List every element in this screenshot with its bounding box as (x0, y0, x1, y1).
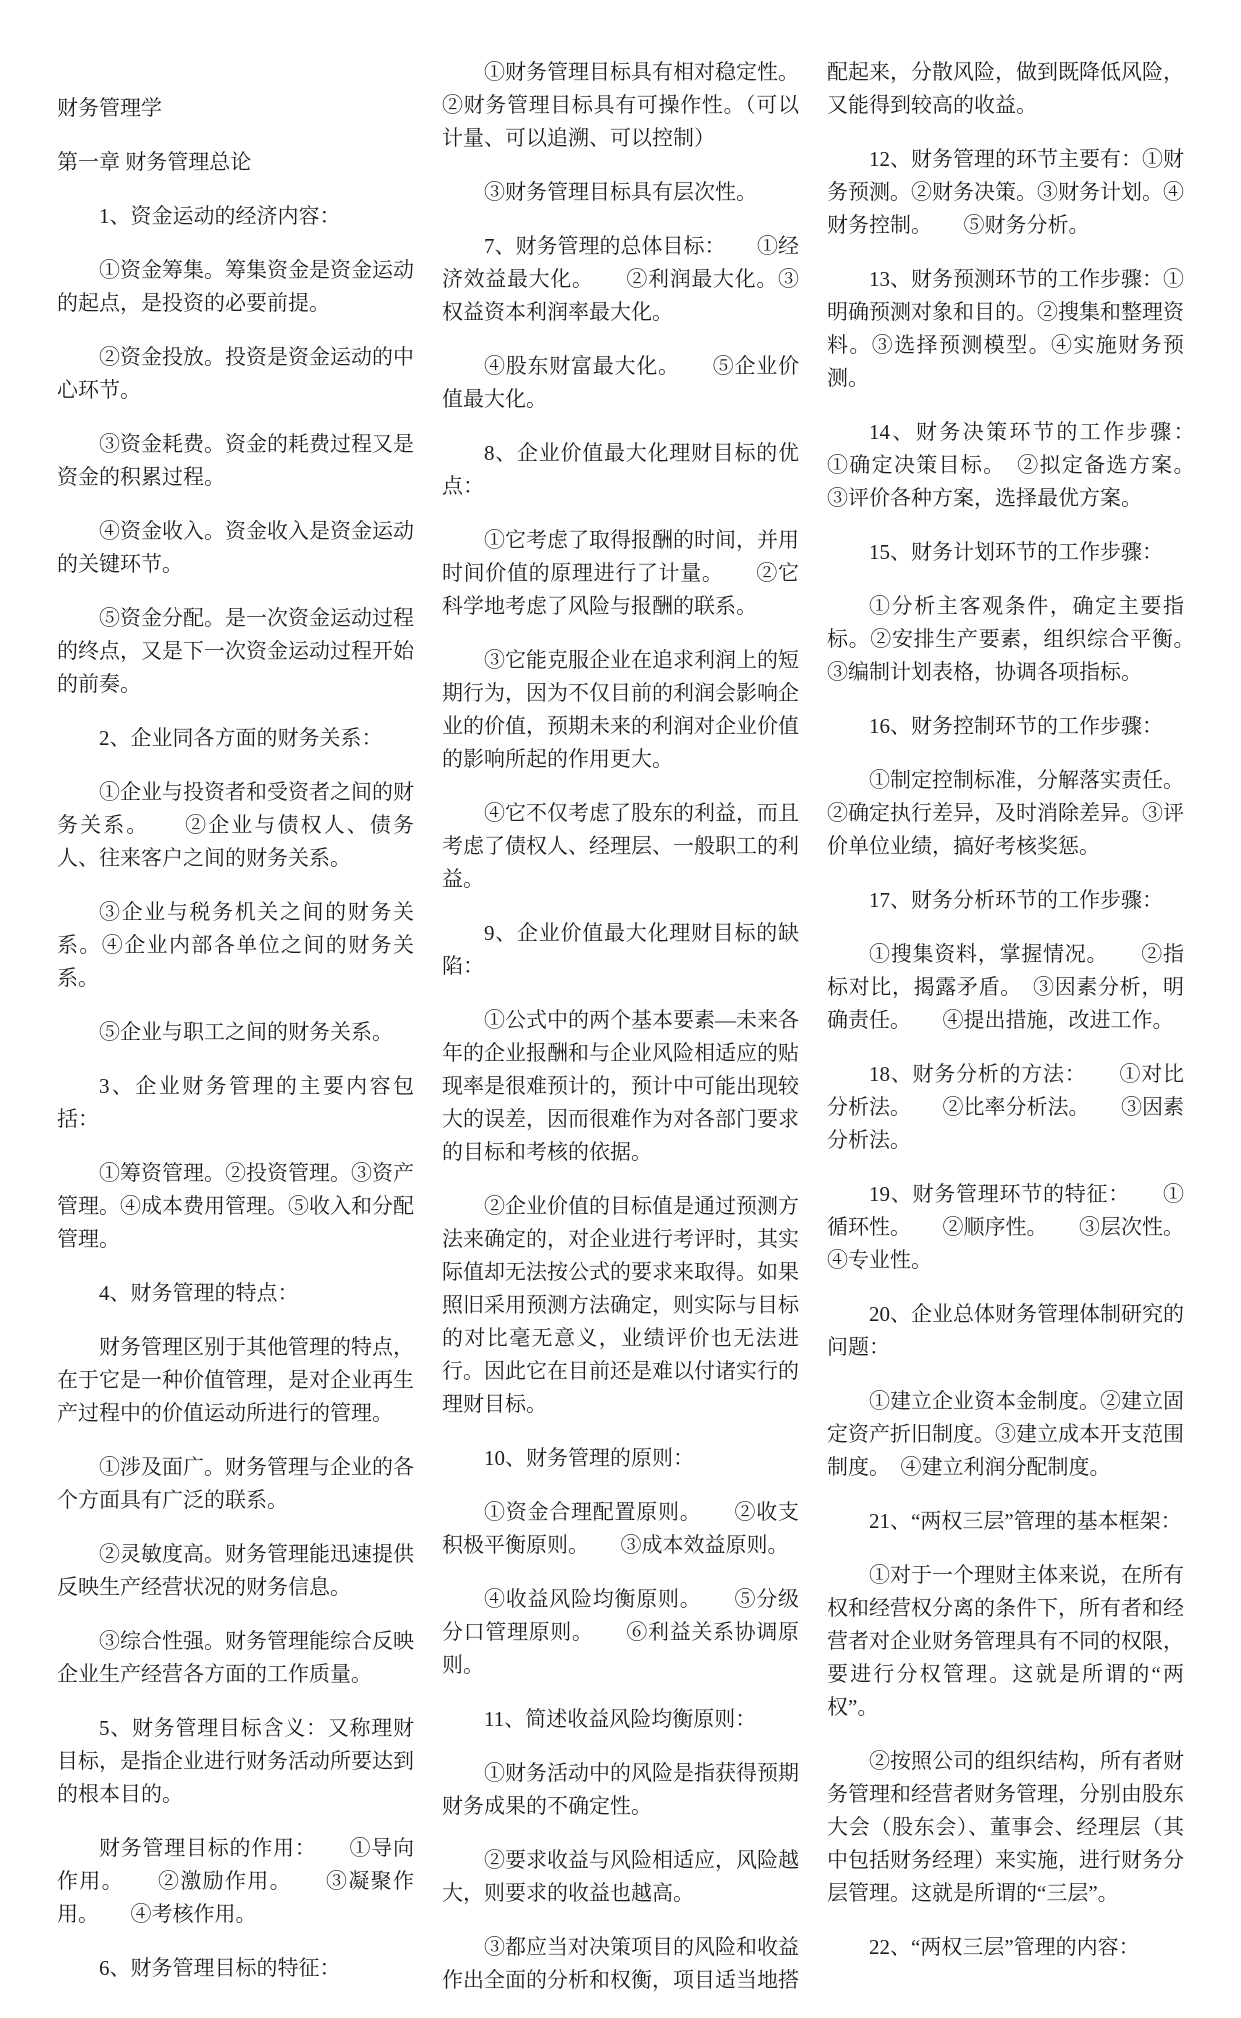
paragraph: ①财务管理目标具有相对稳定性。②财务管理目标具有可操作性。（可以计量、可以追溯、可以控制） (442, 60, 799, 150)
paragraph: ④收益风险均衡原则。 ⑤分级分口管理原则。 ⑥利益关系协调原则。 (442, 1587, 799, 1677)
doc-title: 财务管理学 (57, 96, 162, 120)
paragraph: ②资金投放。投资是资金运动的中心环节。 (57, 345, 414, 402)
paragraph: ①搜集资料，掌握情况。 ②指标对比，揭露矛盾。 ③因素分析，明确责任。 ④提出措施，改进工作。 (827, 942, 1184, 1032)
paragraph: ③它能克服企业在追求利润上的短期行为，因为不仅目前的利润会影响企业的价值，预期未来的利润对企业价值的影响所起的作用更大。 (442, 648, 799, 771)
paragraph: ③企业与税务机关之间的财务关系。④企业内部各单位之间的财务关系。 (57, 900, 414, 990)
paragraph: ①分析主客观条件，确定主要指标。②安排生产要素，组织综合平衡。 ③编制计划表格，协调各项指标。 (827, 594, 1226, 684)
paragraph: ⑤企业与职工之间的财务关系。 (99, 1020, 393, 1044)
column-1 (57, 56, 414, 2006)
paragraph: 18、财务分析的方法： ①对比分析法。 ②比率分析法。 ③因素分析法。 (827, 1062, 1184, 1152)
paragraph: 19、财务管理环节的特征： ①循环性。 ②顺序性。 ③层次性。④专业性。 (827, 1182, 1184, 1272)
paragraph: ④资金收入。资金收入是资金运动的关键环节。 (57, 519, 414, 576)
paragraph-continuation: 配起来，分散风险，做到既降低风险，又能得到较高的收益。 (827, 60, 1184, 117)
paragraph: 8、企业价值最大化理财目标的优点： (442, 441, 799, 498)
column-3 (827, 56, 1226, 1985)
paragraph: ①资金合理配置原则。 ②收支积极平衡原则。 ③成本效益原则。 (442, 1500, 799, 1557)
paragraph: 2、企业同各方面的财务关系： (99, 726, 383, 750)
paragraph: 4、财务管理的特点： (99, 1281, 299, 1305)
paragraph: 7、财务管理的总体目标： ①经济效益最大化。 ②利润最大化。③权益资本利润率最大化。 (442, 234, 799, 324)
paragraph: ②企业价值的目标值是通过预测方法来确定的，对企业进行考评时，其实际值却无法按公式的要求来取得。如果照旧采用预测方法确定，则实际与目标的对比毫无意义，业绩评价也无法进行。因此它在目前还是难以付诸实行的理财目标。 (442, 1194, 799, 1416)
paragraph: 17、财务分析环节的工作步骤： (869, 888, 1163, 912)
paragraph: ①它考虑了取得报酬的时间，并用时间价值的原理进行了计量。 ②它科学地考虑了风险与报酬的联系。 (442, 528, 799, 618)
chapter-heading: 第一章 财务管理总论 (57, 150, 252, 174)
paragraph: ①资金筹集。筹集资金是资金运动的起点，是投资的必要前提。 (57, 258, 414, 315)
paragraph: ③综合性强。财务管理能综合反映企业生产经营各方面的工作质量。 (57, 1629, 414, 1686)
paragraph: ②灵敏度高。财务管理能迅速提供反映生产经营状况的财务信息。 (57, 1542, 414, 1599)
paragraph: ④股东财富最大化。 ⑤企业价值最大化。 (442, 354, 799, 411)
paragraph: 14、财务决策环节的工作步骤： ①确定决策目标。 ②拟定备选方案。 ③评价各种方案，选择最优方案。 (827, 420, 1205, 510)
paragraph: 3、企业财务管理的主要内容包括： (57, 1074, 414, 1131)
column-2 (442, 56, 799, 2018)
paragraph: ①企业与投资者和受资者之间的财务关系。 ②企业与债权人、债务人、往来客户之间的财务关系。 (57, 780, 414, 870)
paragraph: ①财务活动中的风险是指获得预期财务成果的不确定性。 (442, 1761, 799, 1818)
paragraph: ②要求收益与风险相适应，风险越大，则要求的收益也越高。 (442, 1848, 799, 1905)
paragraph: 财务管理区别于其他管理的特点，在于它是一种价值管理，是对企业再生产过程中的价值运动所进行的管理。 (57, 1335, 414, 1425)
paragraph: 财务管理目标的作用： ①导向作用。 ②激励作用。 ③凝聚作用。 ④考核作用。 (57, 1836, 414, 1926)
paragraph: ③财务管理目标具有层次性。 (484, 180, 757, 204)
paragraph: 21、“两权三层”管理的基本框架： (869, 1509, 1182, 1533)
paragraph: ③资金耗费。资金的耗费过程又是资金的积累过程。 (57, 432, 414, 489)
paragraph: ④它不仅考虑了股东的利益，而且考虑了债权人、经理层、一般职工的利益。 (442, 801, 799, 891)
paragraph: 13、财务预测环节的工作步骤：①明确预测对象和目的。②搜集和整理资料。③选择预测模型。④实施财务预测。 (827, 267, 1184, 390)
paragraph: ②按照公司的组织结构，所有者财务管理和经营者财务管理，分别由股东大会（股东会）、董事会、经理层（其中包括财务经理）来实施，进行财务分层管理。这就是所谓的“三层”。 (827, 1749, 1184, 1905)
paragraph: 22、“两权三层”管理的内容： (869, 1935, 1140, 1959)
paragraph: ①公式中的两个基本要素—未来各年的企业报酬和与企业风险相适应的贴现率是很难预计的，预计中可能出现较大的误差，因而很难作为对各部门要求的目标和考核的依据。 (442, 1008, 799, 1164)
paragraph: 10、财务管理的原则： (484, 1446, 694, 1470)
paragraph: 20、企业总体财务管理体制研究的问题： (827, 1302, 1184, 1359)
paragraph: ③都应当对决策项目的风险和收益作出全面的分析和权衡，项目适当地搭 (442, 1935, 799, 1992)
paragraph: 6、财务管理目标的特征： (99, 1956, 341, 1980)
paragraph: 5、财务管理目标含义：又称理财目标，是指企业进行财务活动所要达到的根本目的。 (57, 1716, 414, 1806)
paragraph: ⑤资金分配。是一次资金运动过程的终点，又是下一次资金运动过程开始的前奏。 (57, 606, 414, 696)
paragraph: 12、财务管理的环节主要有：①财务预测。②财务决策。③财务计划。④财务控制。 ⑤财务分析。 (827, 147, 1184, 237)
paragraph: 11、简述收益风险均衡原则： (484, 1707, 757, 1731)
paragraph: ①建立企业资本金制度。②建立固定资产折旧制度。③建立成本开支范围制度。 ④建立利润分配制度。 (827, 1389, 1184, 1479)
paragraph: 15、财务计划环节的工作步骤： (869, 540, 1163, 564)
paragraph: ①对于一个理财主体来说，在所有权和经营权分离的条件下，所有者和经营者对企业财务管理具有不同的权限，要进行分权管理。这就是所谓的“两权”。 (827, 1563, 1184, 1719)
paragraph: ①制定控制标准，分解落实责任。②确定执行差异，及时消除差异。③评价单位业绩，搞好考核奖惩。 (827, 768, 1184, 858)
three-column-layout (57, 56, 1226, 2018)
paragraph: 1、资金运动的经济内容： (99, 204, 341, 228)
paragraph: 16、财务控制环节的工作步骤： (869, 714, 1163, 738)
paragraph: 9、企业价值最大化理财目标的缺陷： (442, 921, 799, 978)
paragraph: ①筹资管理。②投资管理。③资产管理。④成本费用管理。⑤收入和分配管理。 (57, 1161, 414, 1251)
paragraph: ①涉及面广。财务管理与企业的各个方面具有广泛的联系。 (57, 1455, 414, 1512)
